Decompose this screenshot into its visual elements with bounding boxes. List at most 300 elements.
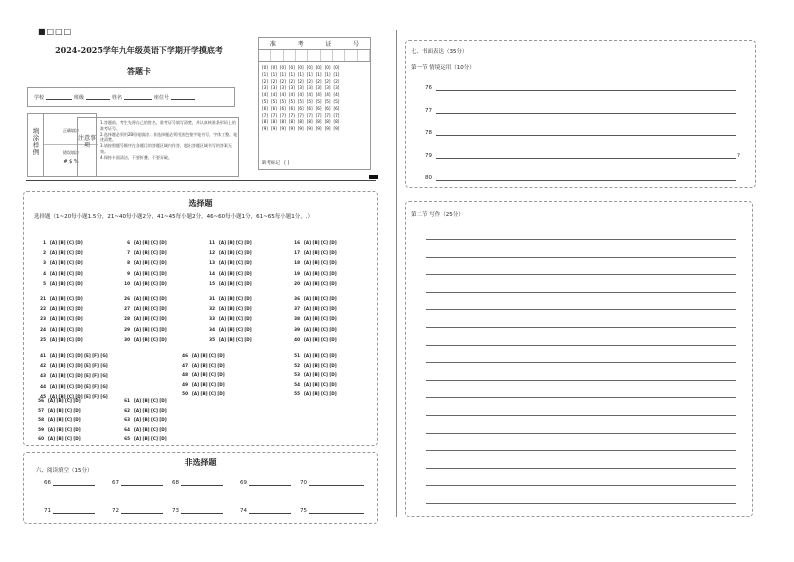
exam-id-bubble[interactable]: [0] bbox=[333, 65, 340, 70]
blank-line[interactable] bbox=[121, 513, 163, 514]
blank-line[interactable] bbox=[249, 513, 291, 514]
question-row[interactable] bbox=[174, 391, 225, 396]
correct-fill-label: 正确填涂 bbox=[44, 114, 98, 145]
question-number: 56 bbox=[38, 398, 44, 403]
question-row[interactable] bbox=[201, 260, 252, 265]
exam-id-bubble[interactable]: [6] bbox=[279, 105, 286, 111]
exam-id-column[interactable] bbox=[325, 65, 331, 132]
wrong-fill-marks: # $ % bbox=[63, 159, 79, 165]
cloze-blank[interactable] bbox=[44, 480, 95, 486]
blank-line[interactable] bbox=[309, 513, 364, 514]
question-row[interactable] bbox=[286, 250, 337, 255]
question-row[interactable] bbox=[286, 327, 337, 332]
exam-id-bubble[interactable]: [3] bbox=[324, 85, 331, 91]
question-row[interactable] bbox=[116, 327, 167, 332]
question-row[interactable] bbox=[30, 398, 81, 403]
exam-id-bubble[interactable]: [7] bbox=[324, 112, 331, 118]
answer-options[interactable]: [A] [B] [C] [D] bbox=[134, 250, 167, 256]
cloze-blank[interactable] bbox=[172, 480, 223, 486]
exam-id-bubble[interactable]: [2] bbox=[333, 78, 340, 84]
question-number: 29 bbox=[124, 326, 130, 332]
question-row[interactable] bbox=[286, 296, 337, 301]
answer-options[interactable]: [A] [B] [C] [D] bbox=[134, 436, 167, 441]
question-row[interactable] bbox=[116, 436, 167, 441]
question-row[interactable] bbox=[201, 240, 252, 245]
question-row[interactable] bbox=[32, 240, 83, 245]
exam-id-bubble[interactable]: [4] bbox=[262, 92, 268, 98]
exam-id-bubble[interactable]: [5] bbox=[324, 98, 331, 104]
answer-options[interactable]: [A] [B] [C] [D] bbox=[219, 240, 252, 245]
answer-options[interactable]: [A] [B] [C] [D] bbox=[50, 240, 83, 245]
answer-options[interactable]: [A] [B] [C] [D] bbox=[304, 250, 337, 256]
exam-id-bubble[interactable]: [5] bbox=[270, 98, 277, 104]
exam-id-bubble[interactable]: [1] bbox=[288, 71, 295, 77]
question-number: 44 bbox=[40, 383, 46, 389]
answer-options[interactable]: [A] [B] [C] [D] [E] [F] [G] bbox=[50, 393, 108, 399]
question-row[interactable] bbox=[32, 384, 108, 389]
exam-id-bubble[interactable]: [6] bbox=[297, 105, 304, 111]
question-row[interactable] bbox=[286, 271, 337, 276]
question-row[interactable] bbox=[32, 271, 83, 276]
situation-answer-item[interactable] bbox=[425, 130, 736, 136]
question-row[interactable] bbox=[201, 271, 252, 276]
exam-id-bubble[interactable]: [2] bbox=[315, 78, 322, 84]
answer-options[interactable]: [A] [B] [C] [D] bbox=[219, 270, 252, 276]
question-row[interactable] bbox=[286, 281, 337, 286]
question-row[interactable] bbox=[116, 398, 167, 403]
answer-options[interactable]: [A] [B] [C] [D] bbox=[134, 296, 167, 301]
exam-id-bubble[interactable]: [9] bbox=[333, 126, 340, 132]
exam-id-bubble[interactable]: [7] bbox=[333, 112, 340, 118]
question-row[interactable] bbox=[201, 296, 252, 301]
question-row[interactable] bbox=[32, 373, 108, 378]
question-row[interactable] bbox=[32, 327, 83, 332]
question-row[interactable] bbox=[116, 316, 167, 321]
exam-id-bubble[interactable]: [2] bbox=[306, 78, 313, 84]
question-row[interactable] bbox=[116, 427, 167, 432]
question-row[interactable] bbox=[286, 240, 337, 245]
question-row[interactable] bbox=[116, 306, 167, 311]
question-row[interactable] bbox=[30, 436, 81, 441]
question-row[interactable] bbox=[30, 408, 81, 413]
exam-id-bubble[interactable]: [1] bbox=[279, 71, 286, 77]
answer-options[interactable]: [A] [B] [C] [D] bbox=[134, 336, 167, 342]
question-row[interactable] bbox=[201, 306, 252, 311]
answer-options[interactable]: [A] [B] [C] [D] bbox=[304, 336, 337, 342]
answer-options[interactable]: [A] [B] [C] [D] bbox=[134, 398, 167, 403]
exam-id-bubble-grid[interactable] bbox=[262, 65, 339, 132]
exam-id-write-cells[interactable] bbox=[259, 50, 370, 62]
exam-id-bubble[interactable]: [1] bbox=[315, 71, 322, 77]
question-row[interactable] bbox=[286, 353, 337, 358]
school-field[interactable] bbox=[46, 94, 72, 100]
exam-id-bubble[interactable]: [0] bbox=[297, 65, 304, 70]
answer-options[interactable]: [A] [B] [C] [D] bbox=[50, 326, 83, 332]
answer-options[interactable]: [A] [B] [C] [D] [E] [F] [G] bbox=[50, 383, 108, 389]
question-row[interactable] bbox=[30, 427, 81, 432]
exam-id-column[interactable] bbox=[271, 65, 277, 132]
question-row[interactable] bbox=[116, 337, 167, 342]
absent-mark[interactable] bbox=[262, 160, 289, 166]
exam-id-bubble[interactable]: [5] bbox=[297, 98, 304, 104]
exam-id-column[interactable] bbox=[307, 65, 313, 132]
exam-id-bubble[interactable]: [9] bbox=[297, 126, 304, 132]
exam-id-bubble[interactable]: [6] bbox=[270, 105, 277, 111]
exam-id-bubble[interactable]: [0] bbox=[262, 65, 268, 70]
school-label: 学校 bbox=[34, 95, 45, 101]
situation-answer-item[interactable] bbox=[425, 153, 740, 159]
question-row[interactable] bbox=[116, 417, 167, 422]
exam-id-bubble[interactable]: [9] bbox=[279, 126, 286, 132]
class-field[interactable] bbox=[86, 94, 110, 100]
blank-line[interactable] bbox=[309, 485, 364, 486]
question-row[interactable] bbox=[32, 281, 83, 286]
writing-line[interactable] bbox=[426, 450, 736, 451]
question-number: 21 bbox=[40, 296, 46, 301]
exam-id-bubble[interactable]: [5] bbox=[315, 98, 322, 104]
blank-line[interactable] bbox=[181, 485, 223, 486]
question-row[interactable] bbox=[116, 271, 167, 276]
answer-options[interactable]: [A] [B] [C] [D] bbox=[192, 372, 225, 377]
question-row[interactable] bbox=[32, 316, 83, 321]
answer-options[interactable]: [A] [B] [C] [D] bbox=[50, 296, 83, 301]
answer-options[interactable]: [A] [B] [C] [D] bbox=[48, 426, 81, 432]
answer-options[interactable]: [A] [B] [C] [D] bbox=[219, 296, 252, 301]
writing-line[interactable] bbox=[426, 362, 736, 363]
answer-options[interactable]: [A] [B] [C] [D] bbox=[192, 381, 225, 387]
cloze-blank[interactable] bbox=[44, 508, 95, 514]
exam-id-bubble[interactable]: [4] bbox=[288, 92, 295, 98]
question-number: 3 bbox=[43, 260, 46, 266]
exam-id-column[interactable] bbox=[289, 65, 295, 132]
exam-id-bubble[interactable]: [1] bbox=[297, 71, 304, 77]
answer-options[interactable]: [A] [B] [C] [D] bbox=[134, 316, 167, 322]
cloze-blank[interactable] bbox=[300, 508, 364, 514]
exam-id-bubble[interactable]: [3] bbox=[315, 85, 322, 91]
answer-options[interactable]: [A] [B] [C] [D] bbox=[50, 250, 83, 256]
answer-options[interactable]: [A] [B] [C] [D] bbox=[219, 306, 252, 312]
exam-id-bubble[interactable]: [4] bbox=[324, 92, 331, 98]
item-number: 77 bbox=[425, 107, 432, 114]
exam-id-bubble[interactable]: [5] bbox=[306, 98, 313, 104]
cloze-blank[interactable] bbox=[172, 508, 223, 514]
question-row[interactable] bbox=[32, 337, 83, 342]
exam-id-bubble[interactable]: [9] bbox=[288, 126, 295, 132]
writing-line[interactable] bbox=[426, 468, 736, 469]
question-row[interactable] bbox=[201, 327, 252, 332]
answer-options[interactable]: [A] [B] [C] [D] [E] [F] [G] bbox=[50, 353, 108, 358]
exam-id-bubble[interactable]: [0] bbox=[279, 65, 286, 70]
question-row[interactable] bbox=[286, 337, 337, 342]
question-row[interactable] bbox=[32, 250, 83, 255]
answer-options[interactable]: [A] [B] [C] [D] bbox=[134, 326, 167, 332]
exam-id-bubble[interactable]: [3] bbox=[333, 85, 340, 91]
answer-line[interactable] bbox=[436, 90, 736, 91]
exam-id-title-char: 考 bbox=[297, 41, 304, 48]
exam-id-bubble[interactable]: [0] bbox=[288, 65, 295, 70]
situation-answer-item[interactable] bbox=[425, 85, 736, 91]
answer-options[interactable]: [A] [B] [C] [D] [E] [F] [G] bbox=[50, 373, 108, 379]
situation-answer-item[interactable] bbox=[425, 175, 736, 181]
question-row[interactable] bbox=[32, 306, 83, 311]
answer-line[interactable] bbox=[436, 113, 736, 114]
exam-id-bubble[interactable]: [6] bbox=[315, 105, 322, 111]
writing-line[interactable] bbox=[426, 380, 736, 381]
exam-id-bubble[interactable]: [3] bbox=[262, 85, 268, 91]
exam-id-bubble[interactable]: [6] bbox=[288, 105, 295, 111]
question-row[interactable] bbox=[174, 372, 225, 377]
exam-id-bubble[interactable]: [8] bbox=[288, 119, 295, 125]
exam-id-bubble[interactable]: [7] bbox=[279, 112, 286, 118]
answer-options[interactable]: [A] [B] [C] [D] bbox=[134, 240, 167, 245]
exam-id-bubble[interactable]: [4] bbox=[333, 92, 340, 98]
exam-id-bubble[interactable]: [0] bbox=[306, 65, 313, 70]
answer-options[interactable]: [A] [B] [C] [D] bbox=[134, 407, 167, 413]
answer-options[interactable]: [A] [B] [C] [D] [E] [F] [G] bbox=[50, 363, 108, 369]
exam-id-bubble[interactable]: [8] bbox=[279, 119, 286, 125]
exam-id-bubble[interactable]: [2] bbox=[297, 78, 304, 84]
exam-id-bubble[interactable]: [9] bbox=[270, 126, 277, 132]
blank-line[interactable] bbox=[181, 513, 223, 514]
answer-options[interactable]: [A] [B] [C] [D] bbox=[304, 316, 337, 322]
student-info-box bbox=[27, 87, 235, 107]
exam-id-bubble[interactable]: [8] bbox=[315, 119, 322, 125]
exam-id-column[interactable] bbox=[280, 65, 286, 132]
exam-id-bubble[interactable]: [2] bbox=[324, 78, 331, 84]
answer-options[interactable]: [A] [B] [C] [D] bbox=[304, 296, 337, 301]
writing-line[interactable] bbox=[426, 274, 736, 275]
exam-id-bubble[interactable]: [9] bbox=[324, 126, 331, 132]
blank-line[interactable] bbox=[249, 485, 291, 486]
answer-options[interactable]: [A] [B] [C] [D] bbox=[50, 270, 83, 276]
writing-line[interactable] bbox=[426, 257, 736, 258]
blank-line[interactable] bbox=[121, 485, 163, 486]
exam-id-column[interactable] bbox=[298, 65, 304, 132]
exam-id-bubble[interactable]: [4] bbox=[315, 92, 322, 98]
answer-options[interactable]: [A] [B] [C] [D] bbox=[304, 326, 337, 332]
writing-line[interactable] bbox=[426, 503, 736, 504]
exam-id-bubble[interactable]: [4] bbox=[279, 92, 286, 98]
writing-line[interactable] bbox=[426, 309, 736, 310]
exam-id-bubble[interactable]: [6] bbox=[333, 105, 340, 111]
writing-line[interactable] bbox=[426, 485, 736, 486]
exam-id-bubble[interactable]: [9] bbox=[306, 126, 313, 132]
question-row[interactable] bbox=[116, 250, 167, 255]
exam-id-bubble[interactable]: [4] bbox=[306, 92, 313, 98]
answer-options[interactable]: [A] [B] [C] [D] bbox=[134, 306, 167, 312]
exam-id-bubble[interactable]: [3] bbox=[270, 85, 277, 91]
exam-id-column[interactable] bbox=[334, 65, 340, 132]
cloze-blank[interactable] bbox=[240, 480, 291, 486]
question-number: 65 bbox=[124, 436, 130, 441]
question-row[interactable] bbox=[174, 353, 225, 358]
question-row[interactable] bbox=[286, 306, 337, 311]
question-number: 25 bbox=[40, 336, 46, 342]
exam-id-bubble[interactable]: [3] bbox=[288, 85, 295, 91]
answer-line[interactable] bbox=[436, 158, 736, 159]
answer-options[interactable]: [A] [B] [C] [D] bbox=[304, 260, 337, 266]
absent-box[interactable]: [ ] bbox=[284, 161, 290, 166]
answer-options[interactable]: [A] [B] [C] [D] bbox=[50, 336, 83, 342]
name-field[interactable] bbox=[124, 94, 152, 100]
exam-id-bubble[interactable]: [7] bbox=[306, 112, 313, 118]
exam-id-bubble[interactable]: [0] bbox=[324, 65, 331, 70]
answer-options[interactable]: [A] [B] [C] [D] bbox=[304, 362, 337, 368]
question-row[interactable] bbox=[116, 260, 167, 265]
blank-line[interactable] bbox=[53, 513, 95, 514]
exam-id-bubble[interactable]: [2] bbox=[288, 78, 295, 84]
exam-id-bubble[interactable]: [1] bbox=[262, 71, 268, 77]
exam-id-bubble[interactable]: [8] bbox=[297, 119, 304, 125]
question-row[interactable] bbox=[174, 382, 225, 387]
seat-field[interactable] bbox=[171, 94, 195, 100]
answer-options[interactable]: [A] [B] [C] [D] bbox=[219, 336, 252, 342]
answer-options[interactable]: [A] [B] [C] [D] bbox=[134, 417, 167, 422]
answer-options[interactable]: [A] [B] [C] [D] bbox=[304, 381, 337, 387]
exam-id-bubble[interactable]: [3] bbox=[297, 85, 304, 91]
answer-options[interactable]: [A] [B] [C] [D] bbox=[48, 436, 81, 441]
writing-line[interactable] bbox=[426, 397, 736, 398]
answer-options[interactable]: [A] [B] [C] [D] bbox=[134, 270, 167, 276]
exam-id-bubble[interactable]: [5] bbox=[279, 98, 286, 104]
answer-options[interactable]: [A] [B] [C] [D] bbox=[219, 280, 252, 286]
cloze-blank[interactable] bbox=[112, 508, 163, 514]
answer-options[interactable]: [A] [B] [C] [D] bbox=[50, 306, 83, 312]
answer-options[interactable]: [A] [B] [C] [D] bbox=[304, 280, 337, 286]
answer-options[interactable]: [A] [B] [C] [D] bbox=[219, 316, 252, 322]
question-row[interactable] bbox=[32, 353, 108, 358]
answer-options[interactable]: [A] [B] [C] [D] bbox=[50, 316, 83, 322]
blank-number: 74 bbox=[240, 508, 247, 514]
answer-options[interactable]: [A] [B] [C] [D] bbox=[134, 260, 167, 266]
answer-options[interactable]: [A] [B] [C] [D] bbox=[192, 362, 225, 368]
exam-id-bubble[interactable]: [6] bbox=[324, 105, 331, 111]
question-row[interactable] bbox=[201, 316, 252, 321]
exam-id-bubble[interactable]: [4] bbox=[270, 92, 277, 98]
exam-id-bubble[interactable]: [2] bbox=[279, 78, 286, 84]
exam-id-bubble[interactable]: [4] bbox=[297, 92, 304, 98]
exam-id-bubble[interactable]: [7] bbox=[288, 112, 295, 118]
question-row[interactable] bbox=[286, 372, 337, 377]
exam-id-bubble[interactable]: [2] bbox=[262, 78, 268, 84]
exam-id-bubble[interactable]: [2] bbox=[270, 78, 277, 84]
answer-options[interactable]: [A] [B] [C] [D] bbox=[304, 353, 337, 358]
answer-options[interactable]: [A] [B] [C] [D] bbox=[219, 260, 252, 266]
cloze-blank[interactable] bbox=[300, 480, 364, 486]
question-row[interactable] bbox=[116, 296, 167, 301]
answer-options[interactable]: [A] [B] [C] [D] bbox=[134, 280, 167, 286]
question-row[interactable] bbox=[32, 363, 108, 368]
exam-id-bubble[interactable]: [3] bbox=[279, 85, 286, 91]
exam-id-bubble[interactable]: [5] bbox=[333, 98, 340, 104]
exam-id-bubble[interactable]: [8] bbox=[333, 119, 340, 125]
answer-options[interactable]: [A] [B] [C] [D] bbox=[134, 426, 167, 432]
exam-id-bubble[interactable]: [9] bbox=[262, 126, 268, 132]
exam-id-bubble[interactable]: [6] bbox=[262, 105, 268, 111]
exam-id-column[interactable] bbox=[316, 65, 322, 132]
question-row[interactable] bbox=[174, 363, 225, 368]
cloze-blank[interactable] bbox=[112, 480, 163, 486]
exam-id-bubble[interactable]: [7] bbox=[315, 112, 322, 118]
exam-id-bubble[interactable]: [9] bbox=[315, 126, 322, 132]
writing-line[interactable] bbox=[426, 345, 736, 346]
answer-options[interactable]: [A] [B] [C] [D] bbox=[304, 372, 337, 377]
answer-options[interactable]: [A] [B] [C] [D] bbox=[192, 391, 225, 396]
exam-id-bubble[interactable]: [1] bbox=[324, 71, 331, 77]
question-row[interactable] bbox=[286, 260, 337, 265]
exam-id-bubble[interactable]: [7] bbox=[270, 112, 277, 118]
exam-id-bubble[interactable]: [8] bbox=[306, 119, 313, 125]
question-row[interactable] bbox=[286, 316, 337, 321]
writing-line[interactable] bbox=[426, 239, 736, 240]
exam-id-bubble[interactable]: [3] bbox=[306, 85, 313, 91]
absent-label: 缺考标记 bbox=[262, 161, 280, 166]
question-row[interactable] bbox=[30, 417, 81, 422]
writing-line[interactable] bbox=[426, 415, 736, 416]
answer-options[interactable]: [A] [B] [C] [D] bbox=[304, 306, 337, 312]
writing-line[interactable] bbox=[426, 292, 736, 293]
question-row[interactable] bbox=[116, 281, 167, 286]
question-row[interactable] bbox=[286, 363, 337, 368]
exam-id-bubble[interactable]: [0] bbox=[315, 65, 322, 70]
situation-answer-item[interactable] bbox=[425, 108, 736, 114]
question-row[interactable] bbox=[116, 240, 167, 245]
question-number: 27 bbox=[124, 306, 130, 312]
exam-id-bubble[interactable]: [6] bbox=[306, 105, 313, 111]
exam-id-bubble[interactable]: [8] bbox=[270, 119, 277, 125]
exam-id-bubble[interactable]: [1] bbox=[306, 71, 313, 77]
exam-id-bubble[interactable]: [0] bbox=[270, 65, 277, 70]
exam-id-bubble[interactable]: [7] bbox=[262, 112, 268, 118]
answer-options[interactable]: [A] [B] [C] [D] bbox=[304, 391, 337, 396]
answer-options[interactable]: [A] [B] [C] [D] bbox=[48, 398, 81, 403]
answer-options[interactable]: [A] [B] [C] [D] bbox=[48, 417, 81, 422]
question-row[interactable] bbox=[286, 382, 337, 387]
blank-line[interactable] bbox=[53, 485, 95, 486]
question-row[interactable] bbox=[32, 260, 83, 265]
answer-line[interactable] bbox=[436, 135, 736, 136]
answer-options[interactable]: [A] [B] [C] [D] bbox=[192, 353, 225, 358]
cloze-blank[interactable] bbox=[240, 508, 291, 514]
exam-id-bubble[interactable]: [1] bbox=[333, 71, 340, 77]
answer-options[interactable]: [A] [B] [C] [D] bbox=[219, 326, 252, 332]
exam-id-bubble[interactable]: [5] bbox=[288, 98, 295, 104]
question-row[interactable] bbox=[32, 296, 83, 301]
answer-options[interactable]: [A] [B] [C] [D] bbox=[219, 250, 252, 256]
writing-line[interactable] bbox=[426, 327, 736, 328]
answer-options[interactable]: [A] [B] [C] [D] bbox=[50, 260, 83, 266]
question-number: 14 bbox=[209, 270, 215, 276]
writing-line[interactable] bbox=[426, 433, 736, 434]
exam-id-bubble[interactable]: [1] bbox=[270, 71, 277, 77]
answer-line[interactable] bbox=[436, 180, 736, 181]
exam-id-bubble[interactable]: [8] bbox=[324, 119, 331, 125]
exam-id-column[interactable] bbox=[262, 65, 268, 132]
answer-options[interactable]: [A] [B] [C] [D] bbox=[50, 280, 83, 286]
question-row[interactable] bbox=[201, 337, 252, 342]
question-row[interactable] bbox=[116, 408, 167, 413]
question-row[interactable] bbox=[201, 250, 252, 255]
answer-options[interactable]: [A] [B] [C] [D] bbox=[304, 270, 337, 276]
exam-id-bubble[interactable]: [5] bbox=[262, 98, 268, 104]
answer-options[interactable]: [A] [B] [C] [D] bbox=[48, 407, 81, 413]
answer-options[interactable]: [A] [B] [C] [D] bbox=[304, 240, 337, 245]
question-row[interactable] bbox=[201, 281, 252, 286]
question-row[interactable] bbox=[286, 391, 337, 396]
exam-id-bubble[interactable]: [7] bbox=[297, 112, 304, 118]
section7-box bbox=[405, 40, 756, 188]
exam-id-bubble[interactable]: [8] bbox=[262, 119, 268, 125]
